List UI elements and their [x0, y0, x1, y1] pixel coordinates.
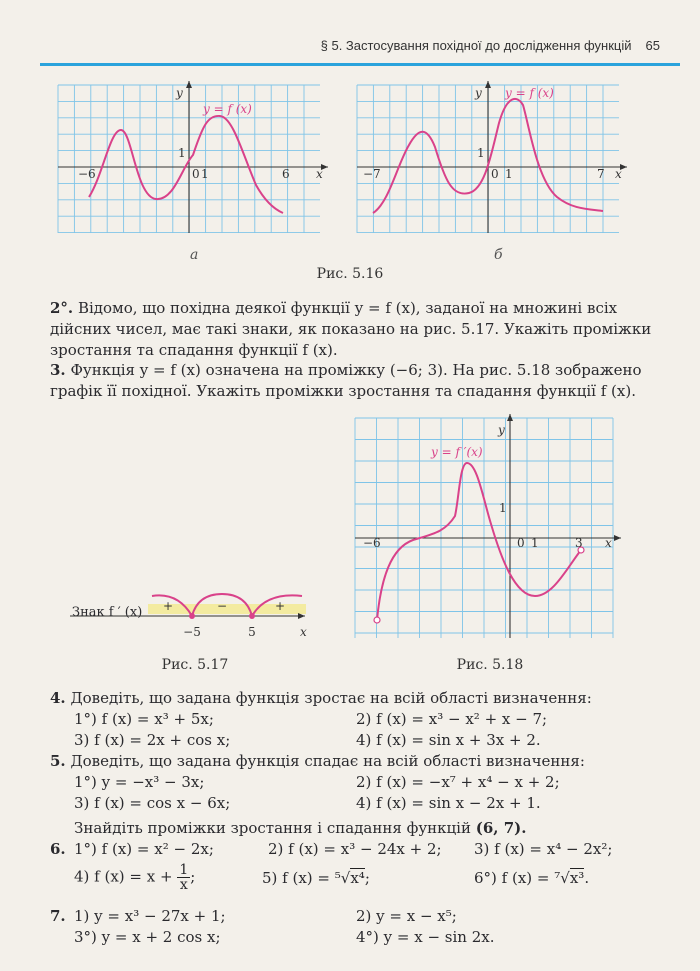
graph-a-tick-6: 6 [282, 167, 290, 181]
graph-5-18-y-label: y [498, 423, 505, 437]
task-6-item-4 [74, 863, 195, 892]
graph-b-tick-minus-7: −7 [363, 167, 381, 181]
root-7-sign: ⁷√ [554, 869, 570, 887]
root-5-sign: ⁵√ [334, 869, 351, 887]
graph-5-18-tick-3: 3 [575, 536, 583, 550]
sign-plus-right: + [274, 599, 286, 613]
graph-b-tick-1: 1 [505, 167, 513, 181]
graph-5-18-function-label: y = f ′(x) [431, 445, 483, 459]
graph-5-18-tick-y1: 1 [499, 501, 507, 515]
task-6-item-6-post: . [584, 869, 590, 887]
task-7-item-3: 3°) y = x + 2 cos x; [74, 928, 221, 946]
task-6-item-2: 2) f (x) = x³ − 24x + 2; [268, 840, 442, 858]
task-5-text: Доведіть, що задана функція спадає на всій області визначення: [70, 752, 585, 770]
point-minus-5 [189, 613, 195, 619]
sign-diagram-5-17 [140, 590, 320, 650]
task-3-number: 3. [50, 361, 66, 379]
graph-5-18-open-point-left [374, 617, 380, 623]
section-title: § 5. Застосування похідної до дослідження функцій [320, 38, 632, 53]
graph-b-x-label: x [615, 167, 622, 181]
intro-6-7-ref: (6, 7). [475, 819, 527, 837]
graph-5-18-curve [377, 463, 581, 620]
task-6-item-3: 3) f (x) = x⁴ − 2x²; [474, 840, 613, 858]
intro-6-7-text: Знайдіть проміжки зростання і спадання функцій [74, 819, 471, 837]
task-7-item-2: 2) y = x − x⁵; [356, 907, 457, 925]
graph-b-sublabel: б [494, 247, 503, 263]
graph-5-18 [355, 418, 615, 646]
task-6-item-4-pre: 4) f (x) = x + [74, 867, 173, 886]
graph-5-18-y-arrow [507, 414, 513, 421]
graph-b-tick-y1: 1 [477, 146, 485, 160]
task-6-item-5 [262, 868, 370, 889]
graph-b-function-label: y = f (x) [505, 86, 554, 100]
page-number: 65 [645, 38, 660, 53]
task-5-number: 5. [50, 752, 66, 770]
fraction-numerator: 1 [179, 862, 189, 878]
graph-a-y-arrow [186, 81, 192, 88]
graph-b-y-arrow [485, 81, 491, 88]
graph-a-tick-1: 1 [201, 167, 209, 181]
task-3-text: Функція y = f (x) означена на проміжку (−6; 3). На рис. 5.18 зображено графік її похідної. Укажіть проміжки зростання та спадання функції f (x). [50, 361, 642, 400]
fig-5-17-caption: Рис. 5.17 [161, 657, 229, 673]
task-6-item-6 [474, 868, 589, 889]
graph-a-tick-y1: 1 [178, 146, 186, 160]
fig-5-18-caption: Рис. 5.18 [456, 657, 524, 673]
point-label-5: 5 [248, 625, 256, 639]
task-5-item-1: 1°) y = −x³ − 3x; [74, 773, 205, 791]
task-2-number: 2°. [50, 299, 74, 317]
root-7-argument: x³ [569, 869, 585, 887]
task-5-item-3: 3) f (x) = cos x − 6x; [74, 794, 231, 812]
task-7-num: 7. [50, 907, 66, 925]
graph-a-function-label: y = f (x) [203, 102, 252, 116]
sign-label: Знак f ′ (x) [72, 605, 143, 620]
graph-5-16-b [357, 85, 637, 245]
task-3 [50, 360, 680, 402]
graph-5-18-x-label: x [605, 536, 612, 550]
task-7-item-4: 4°) y = x − sin 2x. [356, 928, 495, 946]
graph-b-tick-0: 0 [491, 167, 499, 181]
task-7-number [50, 906, 66, 927]
running-header [321, 38, 660, 53]
task-4-number: 4. [50, 689, 66, 707]
task-4-text: Доведіть, що задана функція зростає на всій області визначення: [70, 689, 592, 707]
task-2 [50, 298, 680, 361]
intro-6-7 [74, 818, 527, 839]
graph-a-tick-minus-6: −6 [78, 167, 96, 181]
task-4-item-3: 3) f (x) = 2x + cos x; [74, 731, 231, 749]
fig-5-16-caption: Рис. 5.16 [316, 266, 384, 282]
graph-5-18-tick-0: 0 [517, 536, 525, 550]
task-2-text: Відомо, що похідна деякої функції y = f (x), заданої на множині всіх дійсних чисел, має такі знаки, як показано на рис. 5.17. Укажіть проміжки зростання та спадання функції f (x). [50, 299, 652, 359]
graph-5-18-tick-minus-6: −6 [363, 536, 381, 550]
root-5-argument: x⁴ [350, 869, 365, 887]
task-7-item-1: 1) y = x³ − 27x + 1; [74, 907, 226, 925]
fraction-1-over-x [177, 863, 190, 892]
task-6-num: 6. [50, 840, 66, 858]
graph-b-tick-7: 7 [597, 167, 605, 181]
graph-b-y-label: y [475, 86, 482, 100]
task-6-item-5-post: ; [364, 869, 370, 887]
graph-5-18-x-arrow [614, 535, 621, 541]
task-5 [50, 751, 680, 772]
graph-a-curve [89, 116, 283, 213]
task-4-item-1: 1°) f (x) = x³ + 5x; [74, 710, 214, 728]
task-4 [50, 688, 680, 709]
point-5 [249, 613, 255, 619]
graph-a-tick-0: 0 [192, 167, 200, 181]
graph-5-18-tick-1: 1 [531, 536, 539, 550]
task-6-item-6-pre: 6°) f (x) = [474, 869, 550, 887]
task-4-item-4: 4) f (x) = sin x + 3x + 2. [356, 731, 541, 749]
task-6-number [50, 839, 66, 860]
sign-minus: − [216, 599, 228, 613]
fraction-denominator: x [179, 877, 188, 893]
graph-a-y-label: y [176, 86, 183, 100]
task-5-item-2: 2) f (x) = −x⁷ + x⁴ − x + 2; [356, 773, 560, 791]
graph-a-x-label: x [316, 167, 323, 181]
task-5-item-4: 4) f (x) = sin x − 2x + 1. [356, 794, 541, 812]
task-4-item-2: 2) f (x) = x³ − x² + x − 7; [356, 710, 548, 728]
task-6-item-5-pre: 5) f (x) = [262, 869, 330, 887]
task-6-item-1: 1°) f (x) = x² − 2x; [74, 840, 214, 858]
graph-a-sublabel: а [190, 247, 199, 263]
sign-plus-left: + [162, 599, 174, 613]
header-rule [40, 63, 680, 66]
x-axis-label: x [300, 625, 307, 639]
task-6-item-4-post: ; [190, 867, 196, 886]
point-label-minus-5: −5 [183, 625, 201, 639]
graph-5-16-a [58, 85, 338, 245]
